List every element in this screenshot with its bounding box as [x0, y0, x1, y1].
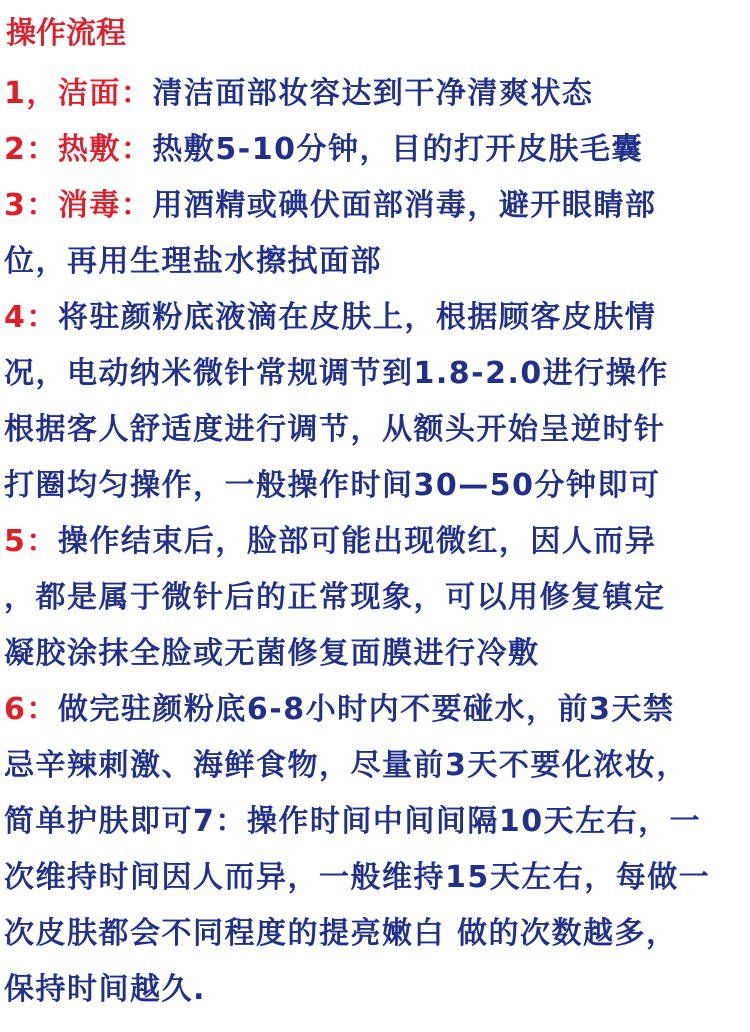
step-5-line-2: ，都是属于微针后的正常现象，可以用修复镇定 — [4, 580, 666, 615]
step-2-line-1 — [4, 130, 643, 170]
step-5-label: 5： — [4, 524, 58, 559]
step-6-text: 做完驻颜粉底6-8小时内不要碰水，前3天禁 — [57, 692, 675, 727]
step-5-line-3: 凝胶涂抹全脸或无菌修复面膜进行冷敷 — [4, 636, 540, 671]
step-2-text: 热敷5-10分钟，目的打开皮肤毛囊 — [152, 132, 643, 167]
step-4-line-4: 打圈均匀操作，一般操作时间30—50分钟即可 — [4, 468, 661, 503]
step-4-label: 4： — [4, 300, 58, 335]
step-1-label: 1，洁面： — [4, 76, 153, 111]
step-4-text: 将驻颜粉底液滴在皮肤上，根据顾客皮肤情 — [57, 300, 657, 335]
step-3-line-1 — [4, 186, 656, 226]
step-3-label: 3：消毒： — [4, 188, 153, 223]
step-5-line-1 — [4, 522, 656, 562]
step-3-text: 用酒精或碘伏面部消毒，避开眼睛部 — [152, 188, 657, 223]
step-6-line-4: 次维持时间因人而异，一般维持15天左右，每做一 — [4, 860, 711, 895]
step-5-text: 操作结束后，脸部可能出现微红，因人而异 — [57, 524, 657, 559]
step-6-line-6: 保持时间越久. — [4, 972, 206, 1007]
step-1-line-1 — [4, 74, 593, 114]
page-title: 操作流程 — [6, 16, 126, 51]
step-1-text: 清洁面部妆容达到干净清爽状态 — [152, 76, 594, 111]
step-3-line-2: 位，再用生理盐水擦拭面部 — [4, 244, 382, 279]
step-6-line-1 — [4, 690, 674, 730]
step-4-line-2: 况，电动纳米微针常规调节到1.8-2.0进行操作 — [4, 356, 669, 391]
step-6-line-2: 忌辛辣刺激、海鲜食物，尽量前3天不要化浓妆， — [4, 748, 688, 783]
step-4-line-3: 根据客人舒适度进行调节，从额头开始呈逆时针 — [4, 412, 666, 447]
step-4-line-1 — [4, 298, 656, 338]
step-6-line-5: 次皮肤都会不同程度的提亮嫩白 做的次数越多， — [4, 916, 678, 951]
step-6-label: 6： — [4, 692, 58, 727]
step-6-line-3: 简单护肤即可7：操作时间中间间隔10天左右，一 — [4, 804, 702, 839]
step-2-label: 2：热敷： — [4, 132, 153, 167]
